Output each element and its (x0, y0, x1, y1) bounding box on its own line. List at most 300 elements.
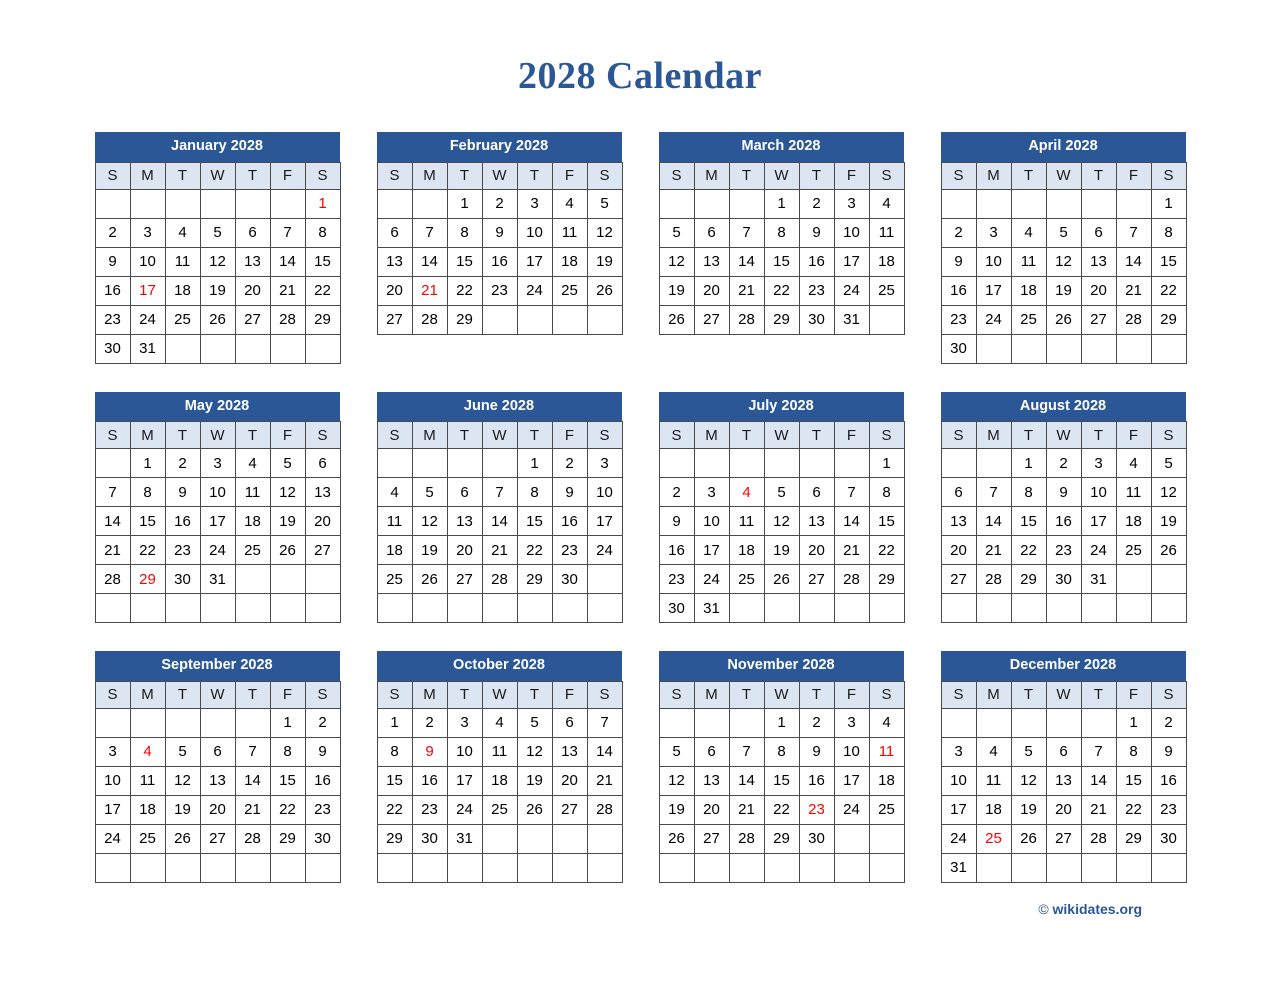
day-cell-empty (270, 853, 305, 882)
day-cell: 13 (941, 507, 976, 536)
month-block (941, 392, 1186, 624)
weekday-header: W (1046, 162, 1081, 189)
weekday-header: S (377, 422, 412, 449)
month-title: June 2028 (377, 392, 622, 422)
day-cell: 9 (482, 218, 517, 247)
week-row (95, 824, 340, 853)
month-title: July 2028 (659, 392, 904, 422)
day-cell: 29 (764, 305, 799, 334)
day-cell: 20 (552, 766, 587, 795)
day-cell: 10 (834, 218, 869, 247)
weekday-header: W (482, 162, 517, 189)
day-cell: 14 (834, 507, 869, 536)
week-row (659, 594, 904, 623)
weekday-header: S (659, 681, 694, 708)
day-cell: 27 (694, 824, 729, 853)
week-row (377, 708, 622, 737)
day-cell: 17 (1081, 507, 1116, 536)
day-cell: 26 (165, 824, 200, 853)
day-cell: 5 (1011, 737, 1046, 766)
day-cell: 2 (659, 478, 694, 507)
day-cell-empty (764, 449, 799, 478)
weekday-header: T (447, 162, 482, 189)
day-cell: 21 (270, 276, 305, 305)
day-cell: 1 (1011, 449, 1046, 478)
day-cell-empty (799, 853, 834, 882)
day-cell: 27 (1046, 824, 1081, 853)
weekday-header: M (412, 422, 447, 449)
day-cell: 14 (95, 507, 130, 536)
day-cell-empty (976, 708, 1011, 737)
day-cell-empty (447, 449, 482, 478)
day-cell: 23 (95, 305, 130, 334)
day-cell: 18 (552, 247, 587, 276)
weekday-header-row (95, 422, 340, 449)
day-cell: 26 (1151, 536, 1186, 565)
weekday-header: M (976, 162, 1011, 189)
month-table (377, 681, 623, 883)
day-cell-empty (130, 853, 165, 882)
day-cell: 2 (482, 189, 517, 218)
day-cell-empty (694, 449, 729, 478)
day-cell: 28 (587, 795, 622, 824)
day-cell: 13 (235, 247, 270, 276)
day-cell: 14 (729, 247, 764, 276)
week-row (659, 824, 904, 853)
weekday-header: T (799, 162, 834, 189)
day-cell: 19 (1046, 276, 1081, 305)
day-cell: 16 (659, 536, 694, 565)
calendar-grid (76, 98, 1204, 883)
day-cell: 17 (517, 247, 552, 276)
day-cell-empty (235, 594, 270, 623)
day-cell: 24 (447, 795, 482, 824)
week-row (377, 795, 622, 824)
day-cell: 11 (1011, 247, 1046, 276)
day-cell-empty (95, 853, 130, 882)
month-table (377, 162, 623, 335)
day-cell: 17 (95, 795, 130, 824)
week-row (941, 594, 1186, 623)
day-cell: 15 (869, 507, 904, 536)
day-cell: 26 (659, 824, 694, 853)
day-cell: 15 (1151, 247, 1186, 276)
day-cell-empty (659, 708, 694, 737)
weekday-header: F (552, 162, 587, 189)
weekday-header: S (377, 162, 412, 189)
day-cell: 6 (377, 218, 412, 247)
weekday-header: S (1151, 162, 1186, 189)
day-cell: 6 (799, 478, 834, 507)
day-cell-empty (412, 853, 447, 882)
weekday-header: T (729, 162, 764, 189)
weekday-header: T (1011, 162, 1046, 189)
day-cell: 18 (1011, 276, 1046, 305)
week-row (941, 478, 1186, 507)
day-cell: 26 (517, 795, 552, 824)
day-cell: 29 (1116, 824, 1151, 853)
day-cell: 1 (764, 189, 799, 218)
day-cell: 12 (1046, 247, 1081, 276)
day-cell: 24 (834, 276, 869, 305)
week-row (95, 565, 340, 594)
day-cell-empty (834, 449, 869, 478)
week-row (377, 449, 622, 478)
day-cell-empty (1011, 708, 1046, 737)
day-cell: 24 (587, 536, 622, 565)
day-cell-empty (869, 305, 904, 334)
day-cell: 21 (587, 766, 622, 795)
day-cell: 21 (235, 795, 270, 824)
day-cell-holiday: 29 (130, 565, 165, 594)
day-cell: 3 (95, 737, 130, 766)
day-cell-holiday: 4 (130, 737, 165, 766)
day-cell: 8 (447, 218, 482, 247)
day-cell-empty (1116, 594, 1151, 623)
day-cell: 17 (941, 795, 976, 824)
week-row (95, 305, 340, 334)
week-row (659, 507, 904, 536)
day-cell: 27 (552, 795, 587, 824)
week-row (95, 795, 340, 824)
day-cell: 28 (729, 824, 764, 853)
day-cell-empty (659, 189, 694, 218)
day-cell: 2 (1151, 708, 1186, 737)
day-cell-empty (659, 853, 694, 882)
day-cell: 25 (729, 565, 764, 594)
day-cell-empty (1151, 565, 1186, 594)
weekday-header: S (869, 681, 904, 708)
day-cell: 29 (1151, 305, 1186, 334)
day-cell: 21 (1116, 276, 1151, 305)
day-cell: 28 (270, 305, 305, 334)
day-cell-empty (235, 565, 270, 594)
week-row (941, 218, 1186, 247)
week-row (659, 708, 904, 737)
day-cell: 8 (1151, 218, 1186, 247)
day-cell-empty (165, 594, 200, 623)
day-cell-empty (587, 824, 622, 853)
day-cell: 15 (764, 766, 799, 795)
day-cell-empty (694, 189, 729, 218)
weekday-header: S (305, 422, 340, 449)
weekday-header-row (941, 681, 1186, 708)
week-row (941, 824, 1186, 853)
day-cell: 28 (95, 565, 130, 594)
weekday-header-row (377, 681, 622, 708)
day-cell-empty (834, 594, 869, 623)
day-cell-empty (552, 305, 587, 334)
day-cell: 6 (552, 708, 587, 737)
day-cell: 18 (482, 766, 517, 795)
weekday-header: F (552, 681, 587, 708)
day-cell: 31 (694, 594, 729, 623)
day-cell: 10 (976, 247, 1011, 276)
weekday-header-row (659, 422, 904, 449)
day-cell-empty (95, 449, 130, 478)
day-cell: 2 (941, 218, 976, 247)
day-cell: 20 (377, 276, 412, 305)
day-cell: 5 (1046, 218, 1081, 247)
month-block (377, 392, 622, 624)
month-block (941, 651, 1186, 883)
day-cell-empty (305, 334, 340, 363)
day-cell: 19 (165, 795, 200, 824)
day-cell-empty (1081, 594, 1116, 623)
day-cell-empty (587, 853, 622, 882)
day-cell: 12 (659, 766, 694, 795)
day-cell: 18 (1116, 507, 1151, 536)
day-cell: 30 (799, 824, 834, 853)
day-cell: 17 (587, 507, 622, 536)
week-row (95, 189, 340, 218)
weekday-header: S (305, 162, 340, 189)
day-cell: 3 (1081, 449, 1116, 478)
month-block (659, 132, 904, 364)
day-cell: 26 (270, 536, 305, 565)
day-cell: 3 (200, 449, 235, 478)
site-name: wikidates.org (1052, 901, 1142, 917)
month-table (659, 681, 905, 883)
day-cell: 18 (729, 536, 764, 565)
day-cell-empty (764, 853, 799, 882)
weekday-header: T (799, 681, 834, 708)
day-cell-empty (482, 824, 517, 853)
day-cell-empty (834, 824, 869, 853)
weekday-header: S (95, 422, 130, 449)
month-title: April 2028 (941, 132, 1186, 162)
week-row (95, 536, 340, 565)
day-cell: 16 (482, 247, 517, 276)
day-cell: 8 (377, 737, 412, 766)
copyright-symbol: © (1038, 901, 1049, 917)
day-cell: 11 (552, 218, 587, 247)
day-cell: 28 (1081, 824, 1116, 853)
weekday-header-row (941, 422, 1186, 449)
day-cell: 17 (976, 276, 1011, 305)
day-cell: 10 (447, 737, 482, 766)
week-row (659, 218, 904, 247)
weekday-header-row (377, 162, 622, 189)
week-row (95, 449, 340, 478)
day-cell: 29 (764, 824, 799, 853)
weekday-header: S (659, 422, 694, 449)
day-cell-empty (1046, 334, 1081, 363)
day-cell-empty (517, 305, 552, 334)
day-cell: 24 (95, 824, 130, 853)
day-cell-empty (165, 189, 200, 218)
week-row (941, 305, 1186, 334)
weekday-header: W (200, 162, 235, 189)
weekday-header-row (941, 162, 1186, 189)
day-cell: 30 (552, 565, 587, 594)
day-cell: 5 (659, 737, 694, 766)
day-cell: 11 (235, 478, 270, 507)
week-row (941, 737, 1186, 766)
weekday-header: M (976, 681, 1011, 708)
day-cell-empty (482, 449, 517, 478)
week-row (377, 247, 622, 276)
day-cell-empty (517, 824, 552, 853)
day-cell: 18 (869, 247, 904, 276)
day-cell: 26 (200, 305, 235, 334)
day-cell: 23 (1151, 795, 1186, 824)
day-cell: 18 (377, 536, 412, 565)
day-cell: 15 (517, 507, 552, 536)
week-row (377, 565, 622, 594)
day-cell-empty (235, 708, 270, 737)
day-cell-empty (412, 189, 447, 218)
week-row (95, 708, 340, 737)
day-cell: 28 (729, 305, 764, 334)
day-cell: 1 (377, 708, 412, 737)
day-cell: 22 (377, 795, 412, 824)
day-cell-empty (377, 449, 412, 478)
week-row (659, 449, 904, 478)
day-cell: 22 (869, 536, 904, 565)
day-cell: 4 (976, 737, 1011, 766)
weekday-header: T (517, 162, 552, 189)
week-row (659, 766, 904, 795)
week-row (95, 247, 340, 276)
day-cell: 18 (235, 507, 270, 536)
day-cell-empty (729, 449, 764, 478)
day-cell: 25 (552, 276, 587, 305)
week-row (377, 766, 622, 795)
day-cell: 13 (799, 507, 834, 536)
day-cell: 19 (659, 276, 694, 305)
day-cell-empty (941, 449, 976, 478)
day-cell: 17 (834, 247, 869, 276)
day-cell-empty (270, 334, 305, 363)
day-cell: 7 (729, 218, 764, 247)
day-cell-empty (1081, 189, 1116, 218)
day-cell: 27 (799, 565, 834, 594)
day-cell-empty (729, 594, 764, 623)
weekday-header: T (729, 422, 764, 449)
site-credit (1038, 901, 1142, 917)
day-cell: 24 (517, 276, 552, 305)
day-cell: 9 (1046, 478, 1081, 507)
week-row (659, 565, 904, 594)
week-row (941, 189, 1186, 218)
day-cell: 12 (1011, 766, 1046, 795)
day-cell: 8 (869, 478, 904, 507)
week-row (659, 478, 904, 507)
week-row (95, 766, 340, 795)
day-cell-empty (1011, 853, 1046, 882)
day-cell: 11 (482, 737, 517, 766)
day-cell: 16 (941, 276, 976, 305)
day-cell-empty (1011, 334, 1046, 363)
weekday-header: T (235, 422, 270, 449)
day-cell-empty (976, 594, 1011, 623)
day-cell: 5 (764, 478, 799, 507)
day-cell: 30 (941, 334, 976, 363)
day-cell-empty (587, 594, 622, 623)
day-cell: 1 (517, 449, 552, 478)
weekday-header: F (834, 422, 869, 449)
week-row (659, 853, 904, 882)
week-row (95, 737, 340, 766)
day-cell: 16 (552, 507, 587, 536)
day-cell: 1 (270, 708, 305, 737)
day-cell-empty (270, 594, 305, 623)
day-cell: 10 (587, 478, 622, 507)
month-table (95, 681, 341, 883)
day-cell-empty (305, 853, 340, 882)
week-row (95, 334, 340, 363)
day-cell: 9 (552, 478, 587, 507)
day-cell-empty (659, 449, 694, 478)
month-title: February 2028 (377, 132, 622, 162)
day-cell: 14 (1081, 766, 1116, 795)
day-cell: 22 (270, 795, 305, 824)
day-cell: 14 (976, 507, 1011, 536)
day-cell: 13 (694, 247, 729, 276)
day-cell: 6 (694, 737, 729, 766)
day-cell: 3 (517, 189, 552, 218)
weekday-header: T (517, 422, 552, 449)
day-cell-holiday: 23 (799, 795, 834, 824)
day-cell: 5 (517, 708, 552, 737)
day-cell: 6 (200, 737, 235, 766)
weekday-header: W (764, 681, 799, 708)
day-cell: 31 (130, 334, 165, 363)
day-cell: 4 (552, 189, 587, 218)
day-cell: 16 (799, 247, 834, 276)
week-row (941, 536, 1186, 565)
day-cell: 22 (1011, 536, 1046, 565)
day-cell: 4 (235, 449, 270, 478)
day-cell: 20 (305, 507, 340, 536)
day-cell: 25 (1011, 305, 1046, 334)
day-cell: 22 (1151, 276, 1186, 305)
day-cell-empty (200, 334, 235, 363)
week-row (377, 218, 622, 247)
month-title: May 2028 (95, 392, 340, 422)
day-cell: 11 (377, 507, 412, 536)
weekday-header: M (694, 422, 729, 449)
day-cell: 30 (1046, 565, 1081, 594)
weekday-header: T (1081, 422, 1116, 449)
day-cell: 11 (1116, 478, 1151, 507)
day-cell: 16 (1151, 766, 1186, 795)
day-cell-empty (305, 594, 340, 623)
day-cell: 13 (447, 507, 482, 536)
day-cell: 2 (165, 449, 200, 478)
day-cell: 8 (1011, 478, 1046, 507)
month-title: January 2028 (95, 132, 340, 162)
day-cell: 20 (200, 795, 235, 824)
day-cell-empty (1116, 334, 1151, 363)
day-cell: 26 (1046, 305, 1081, 334)
day-cell: 10 (694, 507, 729, 536)
day-cell-empty (482, 305, 517, 334)
day-cell: 19 (1011, 795, 1046, 824)
day-cell: 21 (1081, 795, 1116, 824)
day-cell: 26 (1011, 824, 1046, 853)
day-cell: 7 (95, 478, 130, 507)
day-cell-empty (200, 853, 235, 882)
day-cell: 16 (1046, 507, 1081, 536)
day-cell-empty (95, 189, 130, 218)
day-cell: 19 (764, 536, 799, 565)
day-cell-empty (1081, 853, 1116, 882)
day-cell: 2 (799, 189, 834, 218)
day-cell: 30 (799, 305, 834, 334)
day-cell-empty (1116, 189, 1151, 218)
